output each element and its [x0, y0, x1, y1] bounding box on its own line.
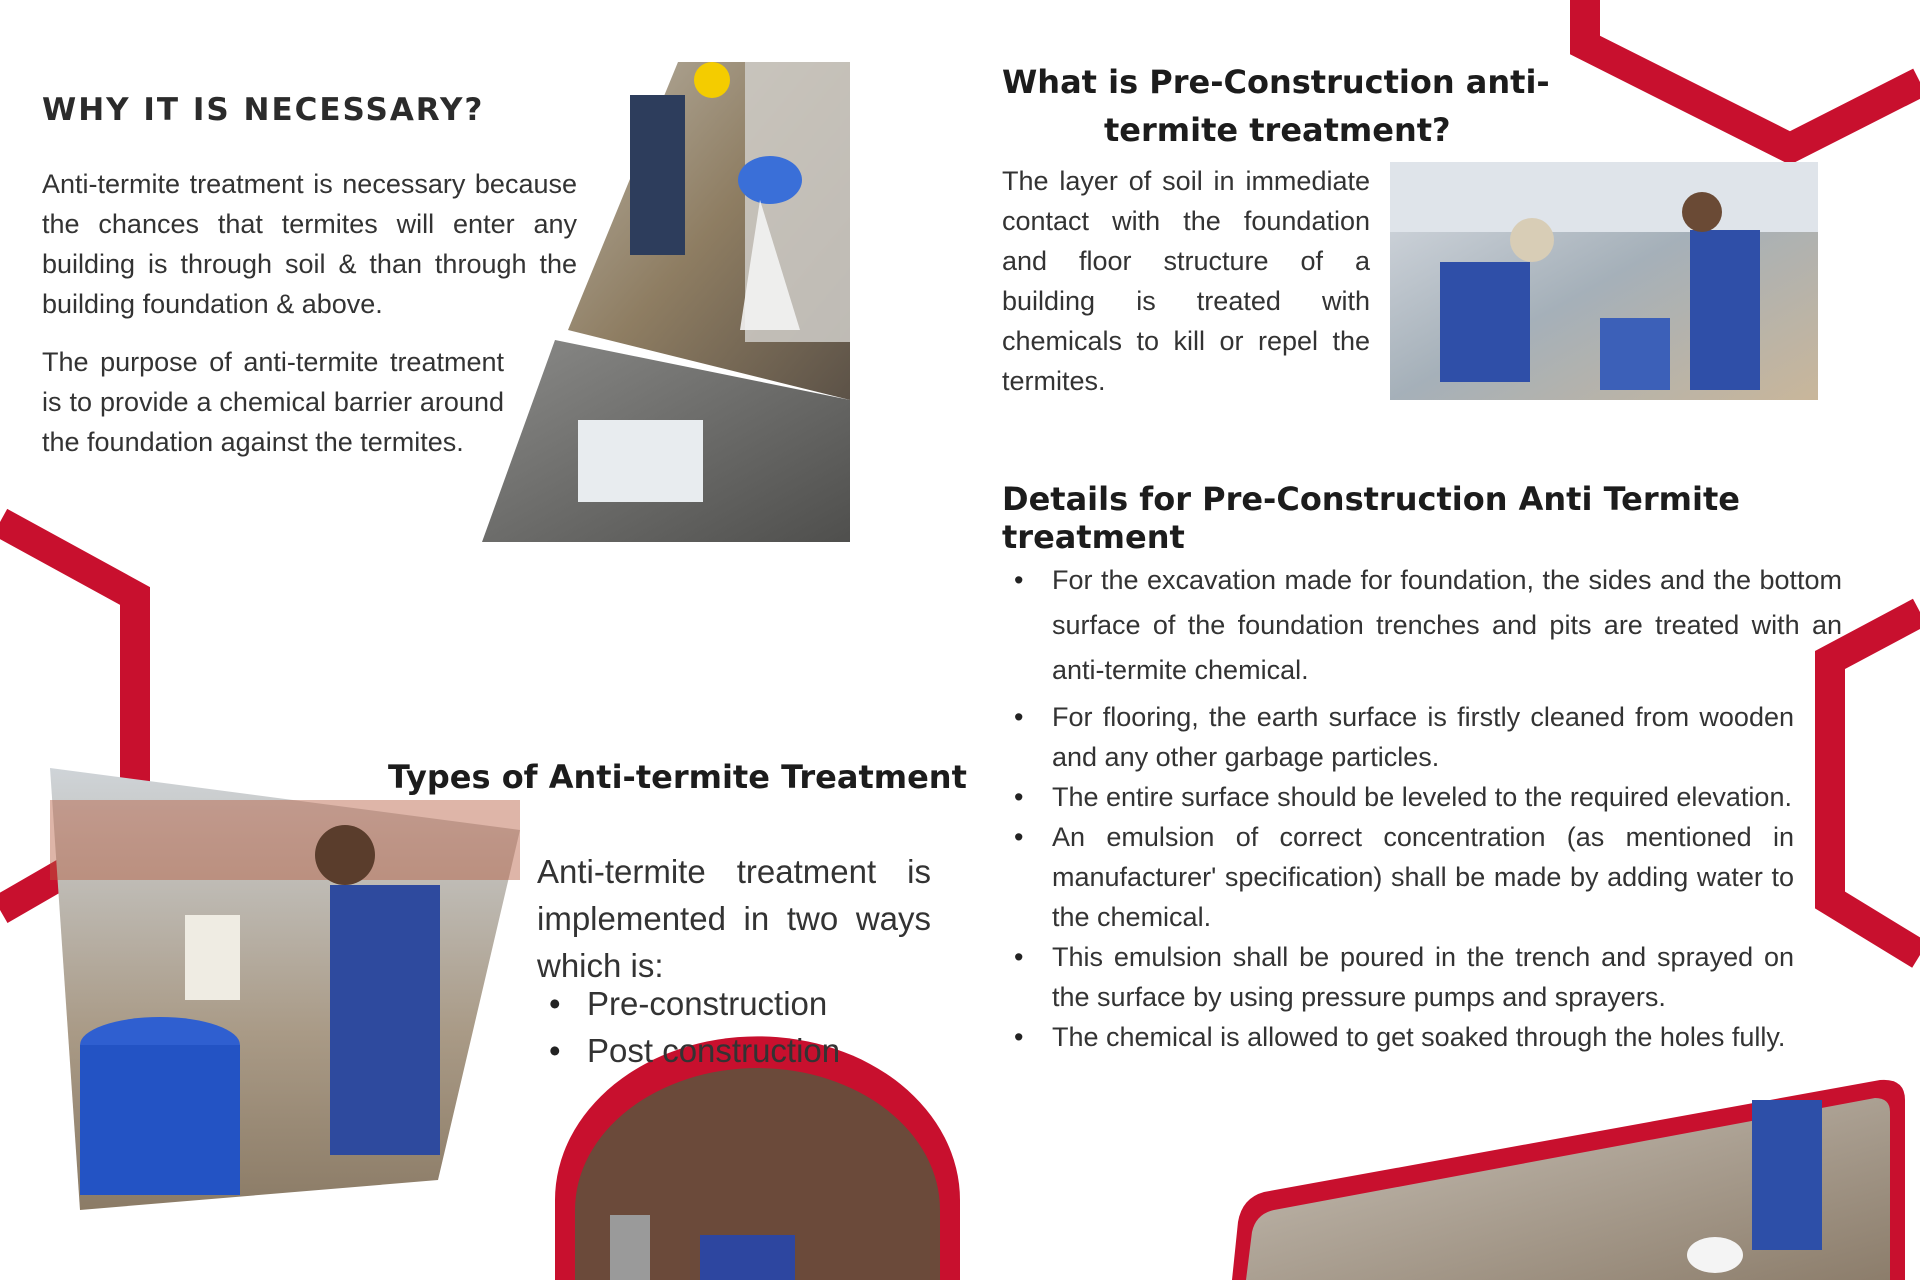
glove [1687, 1237, 1743, 1273]
types-heading: Types of Anti-termite Treatment [388, 758, 967, 796]
details-list [1002, 558, 1842, 1057]
details-item-5: • This emulsion shall be poured in the trench and sprayed on the surface by using pressure pumps and sprayers. [1002, 937, 1794, 1017]
why-heading: WHY IT IS NECESSARY? [42, 92, 485, 128]
worker-sprayer [1752, 1100, 1822, 1250]
details-item-1: • For the excavation made for foundation, the sides and the bottom surface of the foundation trenches and pits are treated with an anti-termite chemical. [1002, 558, 1842, 693]
why-paragraph-2: The purpose of anti-termite treatment is to provide a chemical barrier around the foundation against the termites. [42, 347, 504, 457]
what-heading-line-2: termite treatment? [1104, 111, 1451, 149]
details-heading: Details for Pre-Construction Anti Termite treatment [1002, 480, 1740, 556]
details-item-6: • The chemical is allowed to get soaked through the holes fully. [1002, 1017, 1794, 1057]
types-item-1: • Pre-construction [537, 980, 937, 1027]
types-intro: Anti-termite treatment is implemented in two ways which is: [537, 853, 931, 984]
what-heading [1002, 58, 1550, 154]
details-item-3: • The entire surface should be leveled to the required elevation. [1002, 777, 1794, 817]
details-item-4: • An emulsion of correct concentration (as mentioned in manufacturer' specification) shall be made by adding water to the chemical. [1002, 817, 1794, 937]
types-list [537, 980, 937, 1074]
why-paragraph-1: Anti-termite treatment is necessary because the chances that termites will enter any building is through soil & than through the building foundation & above. [42, 169, 577, 319]
types-item-2: • Post construction [537, 1027, 937, 1074]
what-paragraph: The layer of soil in immediate contact with the foundation and floor structure of a building is treated with chemicals to kill or repel the termites. [1002, 166, 1370, 396]
what-heading-line-1: What is Pre-Construction anti- [1002, 63, 1550, 101]
details-item-2: • For flooring, the earth surface is firstly cleaned from wooden and any other garbage particles. [1002, 697, 1794, 777]
